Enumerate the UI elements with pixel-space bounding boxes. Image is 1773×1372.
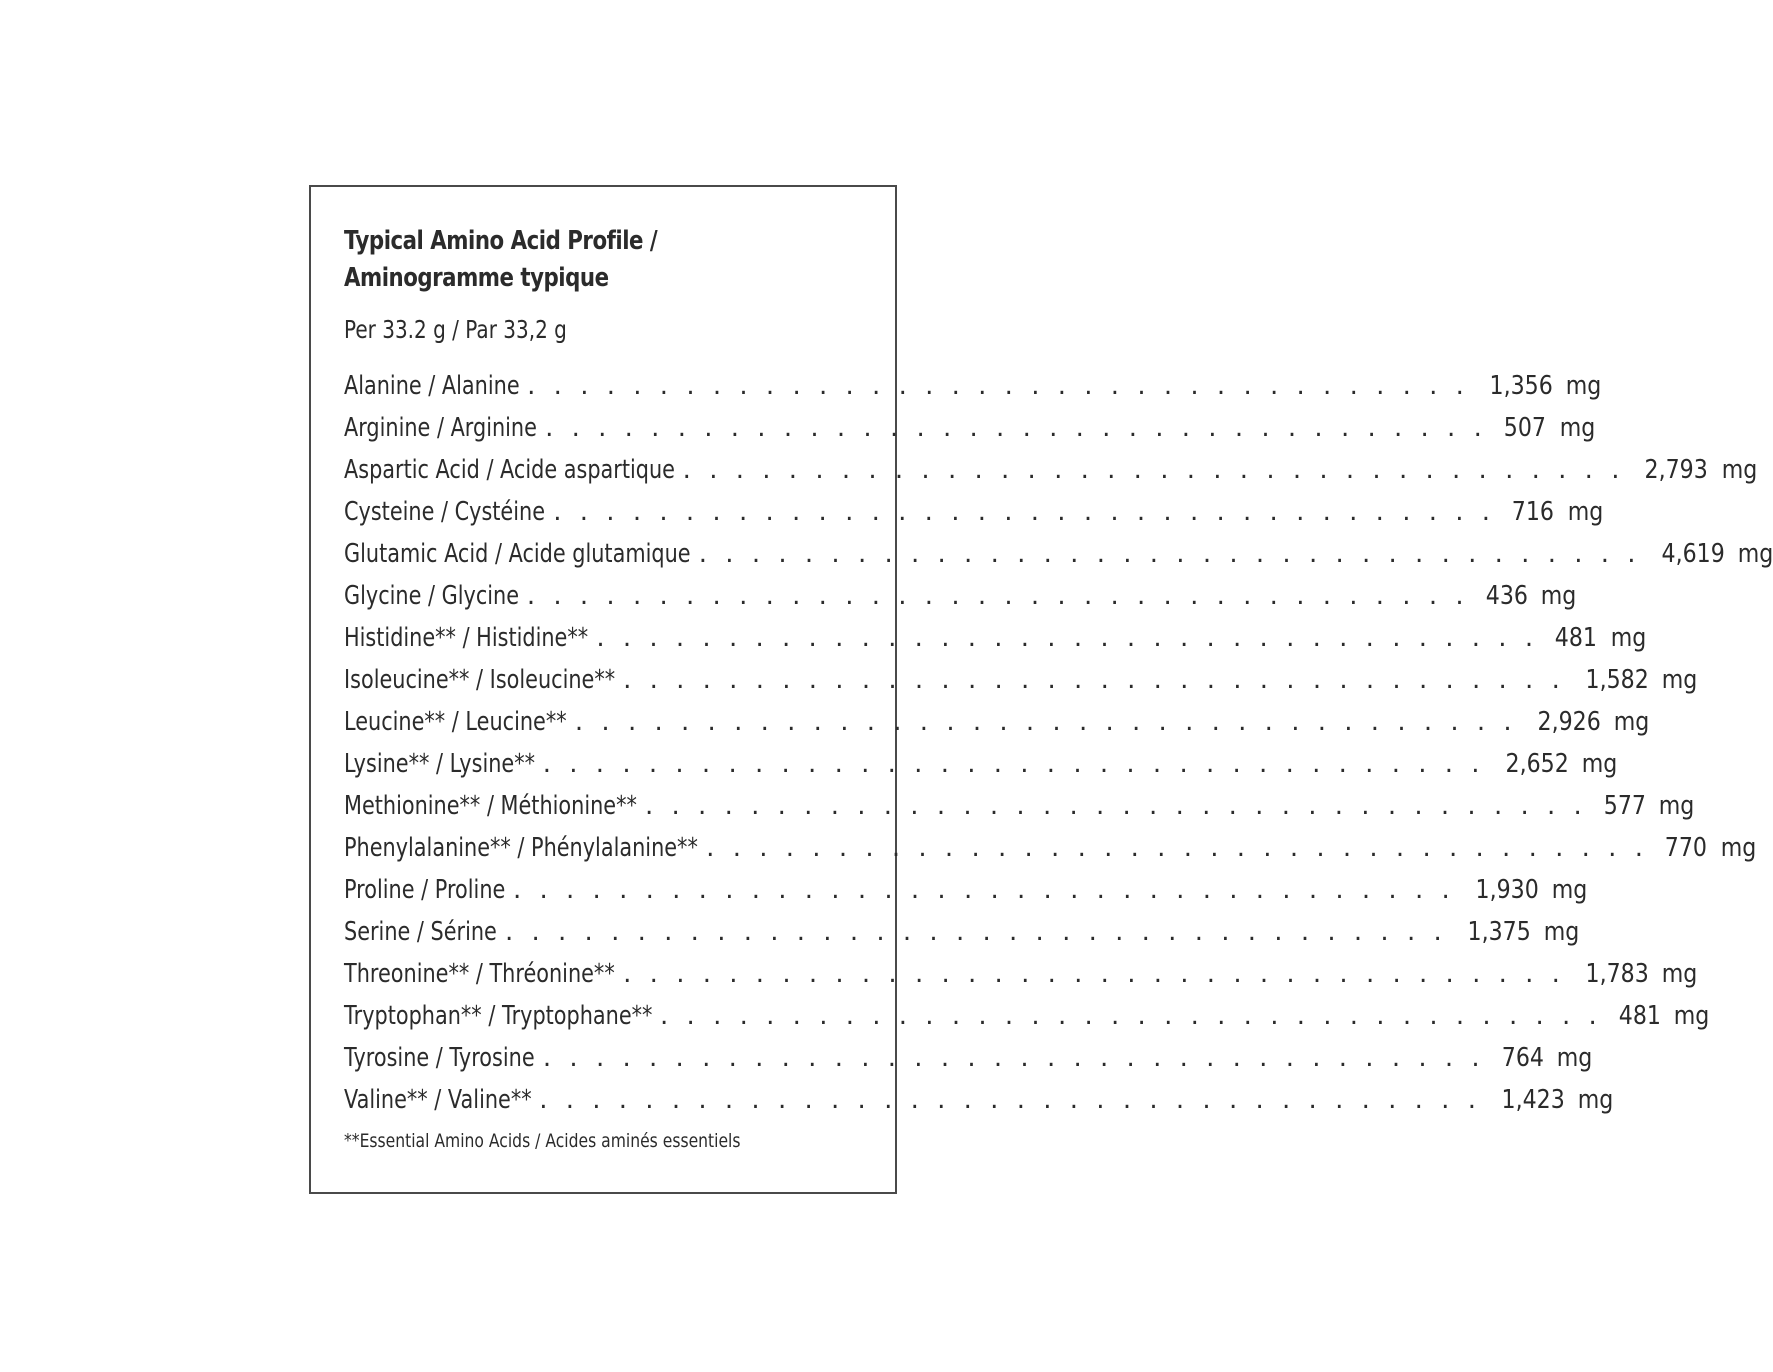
dot-leader: . . . . . . . . . . . . . . . . . . . . . . . . . . . . . . . . . . . . bbox=[682, 455, 1625, 485]
dot-leader: . . . . . . . . . . . . . . . . . . . . . . . . . . . . . . . . . . . . bbox=[623, 959, 1565, 989]
amino-acid-amount: 764 bbox=[1501, 1043, 1544, 1073]
amino-acid-row bbox=[344, 953, 1698, 995]
panel-title bbox=[344, 223, 657, 297]
amino-acid-unit: mg bbox=[1581, 749, 1618, 779]
amino-acid-row bbox=[344, 617, 1647, 659]
dot-leader: . . . . . . . . . . . . . . . . . . . . . . . . . . . . . . . . . . . . bbox=[660, 1001, 1602, 1031]
amino-acid-unit: mg bbox=[1661, 665, 1698, 695]
amino-acid-row bbox=[344, 701, 1650, 743]
amino-acid-row bbox=[344, 575, 1577, 617]
amino-acid-unit: mg bbox=[1543, 917, 1580, 947]
amino-acid-row bbox=[344, 659, 1698, 701]
amino-acid-row bbox=[344, 533, 1773, 575]
amino-acid-row bbox=[344, 365, 1602, 407]
dot-leader: . . . . . . . . . . . . . . . . . . . . . . . . . . . . . . . . . . . . bbox=[542, 1043, 1485, 1073]
amino-acid-name: Cysteine / Cystéine bbox=[344, 497, 545, 527]
amino-acid-name: Glycine / Glycine bbox=[344, 581, 520, 611]
amino-acid-amount: 436 bbox=[1485, 581, 1528, 611]
dot-leader: . . . . . . . . . . . . . . . . . . . . . . . . . . . . . . . . . . . . bbox=[574, 707, 1517, 737]
amino-acid-unit: mg bbox=[1737, 539, 1773, 569]
amino-acid-row bbox=[344, 1037, 1593, 1079]
dot-leader: . . . . . . . . . . . . . . . . . . . . . . . . . . . . . . . . . . . . bbox=[527, 371, 1469, 401]
dot-leader: . . . . . . . . . . . . . . . . . . . . . . . . . . . . . . . . . . . . bbox=[545, 413, 1487, 443]
amino-acid-name: Tyrosine / Tyrosine bbox=[344, 1043, 535, 1073]
amino-acid-amount: 481 bbox=[1554, 623, 1598, 653]
amino-acid-unit: mg bbox=[1559, 413, 1595, 443]
panel-title-line1: Typical Amino Acid Profile / bbox=[344, 226, 658, 256]
amino-acid-name: Phenylalanine** / Phénylalanine** bbox=[344, 833, 698, 863]
dot-leader: . . . . . . . . . . . . . . . . . . . . . . . . . . . . . . . . . . . . bbox=[698, 539, 1641, 569]
amino-acid-unit: mg bbox=[1720, 833, 1756, 863]
amino-acid-unit: mg bbox=[1610, 623, 1647, 653]
dot-leader: . . . . . . . . . . . . . . . . . . . . . . . . . . . . . . . . . . . . bbox=[542, 749, 1485, 779]
amino-acid-name: Alanine / Alanine bbox=[344, 371, 520, 401]
dot-leader: . . . . . . . . . . . . . . . . . . . . . . . . . . . . . . . . . . . . bbox=[539, 1085, 1481, 1115]
amino-acid-amount: 1,356 bbox=[1489, 371, 1553, 401]
amino-acid-amount: 481 bbox=[1618, 1001, 1661, 1031]
amino-acid-row bbox=[344, 827, 1756, 869]
amino-acid-unit: mg bbox=[1721, 455, 1758, 485]
dot-leader: . . . . . . . . . . . . . . . . . . . . . . . . . . . . . . . . . . . . bbox=[526, 581, 1469, 611]
amino-acid-amount: 1,423 bbox=[1501, 1085, 1565, 1115]
amino-acid-amount: 770 bbox=[1664, 833, 1707, 863]
footnote: **Essential Amino Acids / Acides aminés essentiels bbox=[344, 1130, 741, 1152]
amino-acid-amount: 2,652 bbox=[1505, 749, 1569, 779]
serving-size: Per 33.2 g / Par 33,2 g bbox=[344, 315, 567, 344]
amino-acid-panel bbox=[309, 185, 1773, 1194]
amino-acid-name: Valine** / Valine** bbox=[344, 1085, 532, 1115]
amino-acid-row bbox=[344, 1079, 1614, 1121]
amino-acid-name: Proline / Proline bbox=[344, 875, 506, 905]
dot-leader: . . . . . . . . . . . . . . . . . . . . . . . . . . . . . . . . . . . . bbox=[596, 623, 1539, 653]
amino-acid-unit: mg bbox=[1567, 497, 1603, 527]
amino-acid-name: Aspartic Acid / Acide aspartique bbox=[344, 455, 675, 485]
amino-acid-row bbox=[344, 911, 1580, 953]
amino-acid-row bbox=[344, 785, 1695, 827]
amino-acid-unit: mg bbox=[1662, 959, 1698, 989]
amino-acid-list bbox=[344, 365, 1773, 1121]
dot-leader: . . . . . . . . . . . . . . . . . . . . . . . . . . . . . . . . . . . . bbox=[645, 791, 1587, 821]
amino-acid-row bbox=[344, 869, 1588, 911]
amino-acid-unit: mg bbox=[1557, 1043, 1593, 1073]
amino-acid-amount: 1,582 bbox=[1585, 665, 1649, 695]
amino-acid-name: Methionine** / Méthionine** bbox=[344, 791, 637, 821]
amino-acid-row bbox=[344, 407, 1595, 449]
dot-leader: . . . . . . . . . . . . . . . . . . . . . . . . . . . . . . . . . . . . bbox=[504, 917, 1447, 947]
amino-acid-name: Lysine** / Lysine** bbox=[344, 749, 535, 779]
amino-acid-amount: 2,926 bbox=[1537, 707, 1601, 737]
amino-acid-name: Glutamic Acid / Acide glutamique bbox=[344, 539, 691, 569]
amino-acid-row bbox=[344, 743, 1618, 785]
amino-acid-unit: mg bbox=[1551, 875, 1588, 905]
amino-acid-name: Isoleucine** / Isoleucine** bbox=[344, 665, 616, 695]
dot-leader: . . . . . . . . . . . . . . . . . . . . . . . . . . . . . . . . . . . . bbox=[623, 665, 1565, 695]
amino-acid-amount: 577 bbox=[1603, 791, 1646, 821]
amino-acid-row bbox=[344, 491, 1603, 533]
dot-leader: . . . . . . . . . . . . . . . . . . . . . . . . . . . . . . . . . . . . bbox=[553, 497, 1496, 527]
amino-acid-unit: mg bbox=[1540, 581, 1577, 611]
amino-acid-amount: 716 bbox=[1511, 497, 1555, 527]
amino-acid-name: Serine / Sérine bbox=[344, 917, 497, 947]
dot-leader: . . . . . . . . . . . . . . . . . . . . . . . . . . . . . . . . . . . . bbox=[706, 833, 1648, 863]
amino-acid-amount: 507 bbox=[1503, 413, 1546, 443]
amino-acid-name: Tryptophan** / Tryptophane** bbox=[344, 1001, 653, 1031]
amino-acid-name: Histidine** / Histidine** bbox=[344, 623, 589, 653]
amino-acid-unit: mg bbox=[1674, 1001, 1710, 1031]
amino-acid-unit: mg bbox=[1613, 707, 1650, 737]
amino-acid-row bbox=[344, 449, 1758, 491]
amino-acid-row bbox=[344, 995, 1710, 1037]
amino-acid-unit: mg bbox=[1566, 371, 1602, 401]
amino-acid-name: Leucine** / Leucine** bbox=[344, 707, 567, 737]
amino-acid-unit: mg bbox=[1659, 791, 1695, 821]
dot-leader: . . . . . . . . . . . . . . . . . . . . . . . . . . . . . . . . . . . . bbox=[512, 875, 1455, 905]
panel-title-line2: Aminogramme typique bbox=[344, 263, 609, 293]
amino-acid-amount: 4,619 bbox=[1661, 539, 1725, 569]
amino-acid-amount: 1,783 bbox=[1585, 959, 1649, 989]
amino-acid-unit: mg bbox=[1578, 1085, 1614, 1115]
amino-acid-name: Threonine** / Thréonine** bbox=[344, 959, 615, 989]
amino-acid-amount: 2,793 bbox=[1644, 455, 1709, 485]
amino-acid-amount: 1,930 bbox=[1475, 875, 1539, 905]
amino-acid-name: Arginine / Arginine bbox=[344, 413, 537, 443]
amino-acid-amount: 1,375 bbox=[1467, 917, 1531, 947]
